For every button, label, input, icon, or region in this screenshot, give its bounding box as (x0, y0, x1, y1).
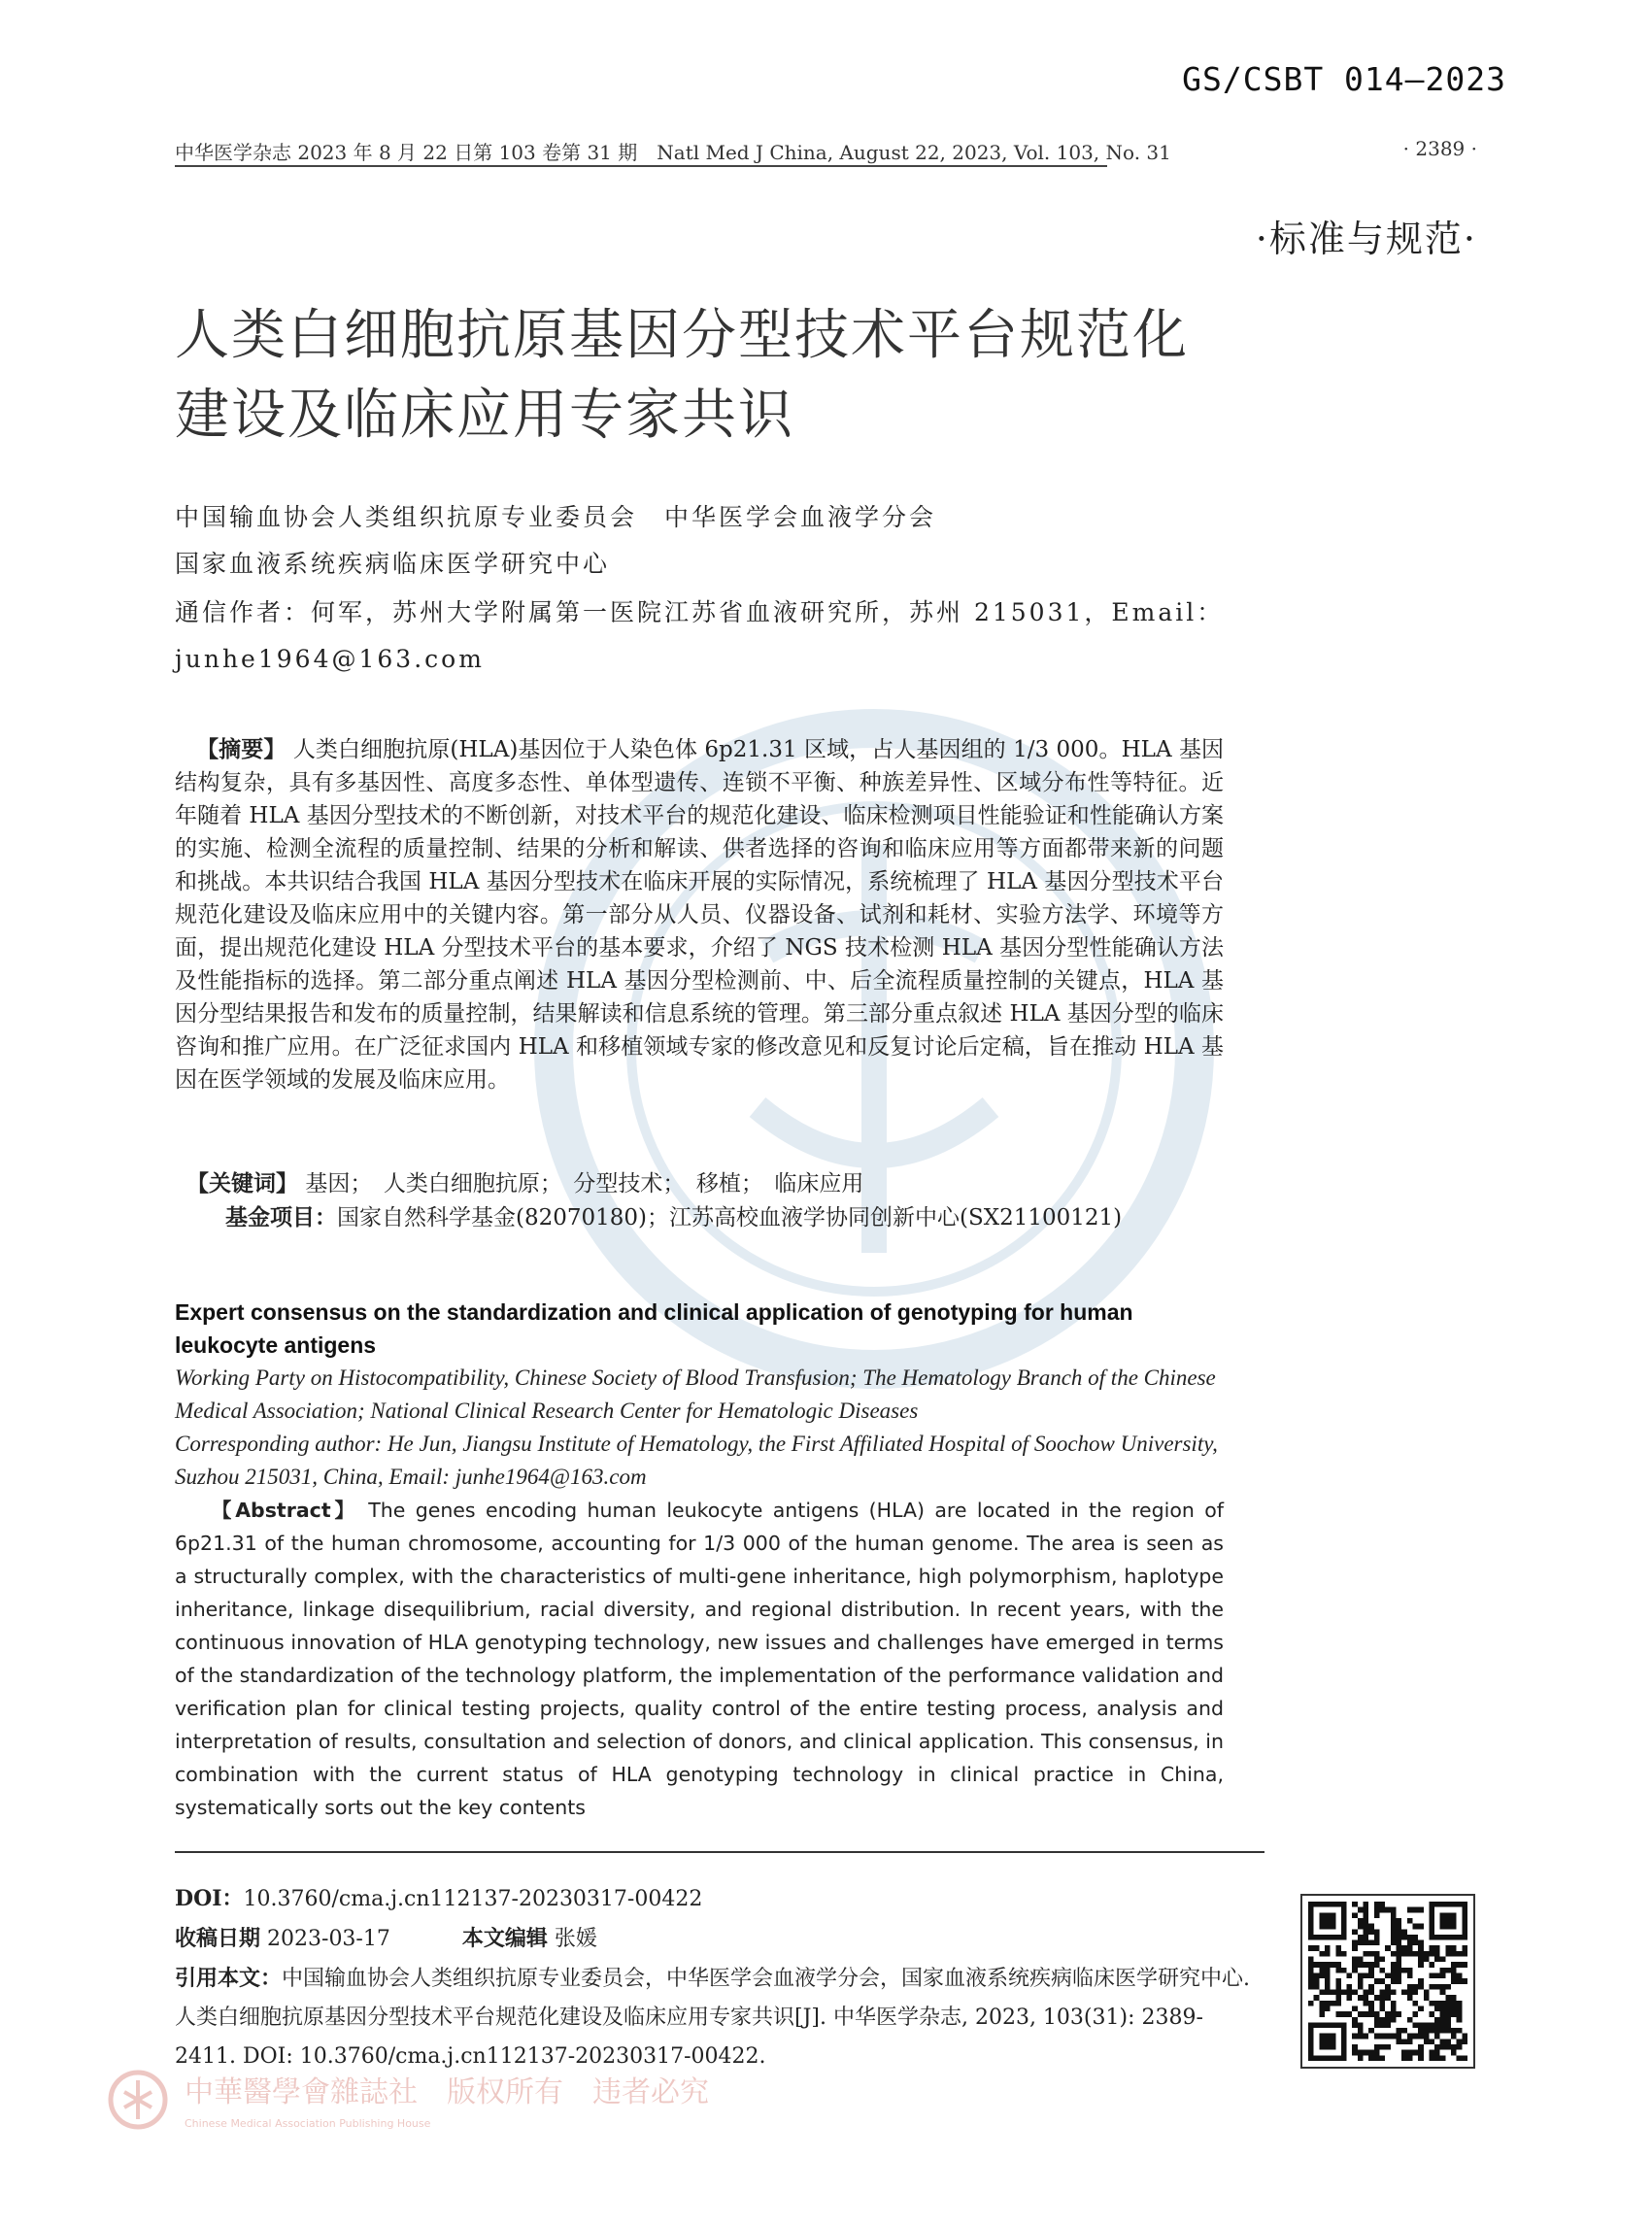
citation-label: 引用本文： (175, 1966, 283, 1991)
received-date: 2023-03-17 (267, 1927, 390, 1951)
authors-line-1: 中国输血协会人类组织抗原专业委员会 中华医学会血液学分会 (175, 503, 937, 531)
received-row (175, 1919, 1272, 1959)
cn-keywords-text: 基因； 人类白细胞抗原； 分型技术； 移植； 临床应用 (305, 1171, 864, 1197)
cn-abstract-text: 人类白细胞抗原(HLA)基因位于人染色体 6p21.31 区域，占人基因组的 1/3 000。HLA 基因结构复杂，具有多基因性、高度多态性、单体型遗传、连锁不平衡、种族差异性、区域分布性等特征。近年随着 HLA 基因分型技术的不断创新，对技术平台的规范化建设、临床检测项目性能验证和性能确认方案的实施、检测全流程的质量控制、结果的分析和解读、供者选择的咨询和临床应用等方面都带来新的问题和挑战。本共识结合我国 HLA 基因分型技术在临床开展的实际情况，系统梳理了 HLA 基因分型技术平台规范化建设及临床应用中的关键内容。第一部分从人员、仪器设备、试剂和耗材、实验方法学、环境等方面，提出规范化建设 HLA 分型技术平台的基本要求，介绍了 NGS 技术检测 HLA 基因分型性能确认方法及性能指标的选择。第二部分重点阐述 HLA 基因分型检测前、中、后全流程质量控制的关键点，HLA 基因分型结果报告和发布的质量控制，结果解读和信息系统的管理。第三部分重点叙述 HLA 基因分型的临床咨询和推广应用。在广泛征求国内 HLA 和移植领域专家的修改意见和反复讨论后定稿，旨在推动 HLA 基因在医学领域的发展及临床应用。 (175, 737, 1225, 1093)
doi-row (175, 1879, 1272, 1919)
en-abstract-label: 【Abstract】 (208, 1499, 358, 1522)
qr-code-icon[interactable] (1300, 1894, 1475, 2069)
column-label: ·标准与规范· (1255, 218, 1477, 260)
title-line-2: 建设及临床应用专家共识 (175, 384, 794, 447)
publisher-logo-text: 中華醫學會雜誌社 版权所有 违者必究 (185, 2075, 709, 2109)
running-header: 中华医学杂志 2023 年 8 月 22 日第 103 卷第 31 期 Natl Med J China, August 22, 2023, Vol. 103, No. 31 (175, 141, 1171, 164)
citation-text: 中国输血协会人类组织抗原专业委员会，中华医学会血液学分会，国家血液系统疾病临床医学研究中心. 人类白细胞抗原基因分型技术平台规范化建设及临床应用专家共识[J]. 中华医学杂志, 2023, 103(31): 2389-2411. DOI: 10.3760/cma.j.cn112137-20230317-00422. (175, 1967, 1251, 2069)
en-corresponding: Corresponding author: He Jun, Jiangsu Institute of Hematology, the First Affiliated Hospital of Soochow University, Suzhou 215031, China, Email: junhe1964@163.com (175, 1432, 1218, 1489)
en-affiliation-block (175, 1362, 1224, 1494)
cn-keywords-label: 【关键词】 (186, 1170, 298, 1197)
footer-notes (175, 1879, 1272, 2076)
footer-divider (175, 1851, 1264, 1853)
cn-funding-text: 国家自然科学基金(82070180)；江苏高校血液学协同创新中心(SX21100121) (337, 1205, 1123, 1230)
doi-label: DOI： (175, 1886, 244, 1911)
standard-code: GS/CSBT 014—2023 (1182, 60, 1506, 98)
en-title: Expert consensus on the standardization and clinical application of genotyping for human leukocyte antigens (175, 1299, 1133, 1358)
page-title (175, 296, 1243, 455)
doi-link[interactable]: 10.3760/cma.j.cn112137-20230317-00422 (243, 1887, 703, 1911)
cn-keywords (175, 1167, 1235, 1200)
header-divider (175, 165, 1107, 167)
editor-name: 张媛 (554, 1927, 597, 1951)
editor-label: 本文编辑 (461, 1926, 548, 1951)
cn-abstract-label: 【摘要】 (196, 736, 287, 762)
citation-block (175, 1959, 1263, 2076)
cn-funding (175, 1201, 1274, 1234)
en-affiliation: Working Party on Histocompatibility, Chinese Society of Blood Transfusion; The Hematology Branch of the Chinese Medical Association; National Clinical Research Center for Hematologic Diseases (175, 1365, 1216, 1423)
publisher-logo-subtext: Chinese Medical Association Publishing House (185, 2117, 431, 2130)
en-abstract-text: The genes encoding human leukocyte antigens (HLA) are located in the region of 6p21.31 of the human chromosome, accounting for 1/3 000 of the human genome. The area is seen as a structurally complex, with the characteristics of multi-gene inheritance, high polymorphism, haplotype inheritance, linkage disequilibrium, racial diversity, and regional distribution. In recent years, with the continuous innovation of HLA genotyping technology, new issues and challenges have emerged in terms of the standardization of the technology platform, the implementation of the performance validation and verification plan for clinical testing projects, quality control of the entire testing process, analysis and interpretation of results, consultation and selection of donors, and clinical application. This consensus, in combination with the current status of HLA genotyping technology in clinical practice in China, systematically sorts out the key contents (175, 1499, 1224, 1819)
received-label: 收稿日期 (175, 1926, 261, 1951)
publisher-logo (107, 2069, 787, 2137)
title-line-1: 人类白细胞抗原基因分型技术平台规范化 (175, 304, 1189, 367)
cn-funding-label: 基金项目： (225, 1204, 337, 1230)
authors-line-2: 国家血液系统疾病临床医学研究中心 (175, 550, 611, 578)
page-number: · 2389 · (1402, 137, 1477, 160)
corresponding-author: 通信作者：何军，苏州大学附属第一医院江苏省血液研究所，苏州 215031，Email： junhe1964@163.com (175, 598, 1225, 673)
en-abstract (175, 1494, 1224, 1824)
cn-abstract (175, 733, 1224, 1096)
